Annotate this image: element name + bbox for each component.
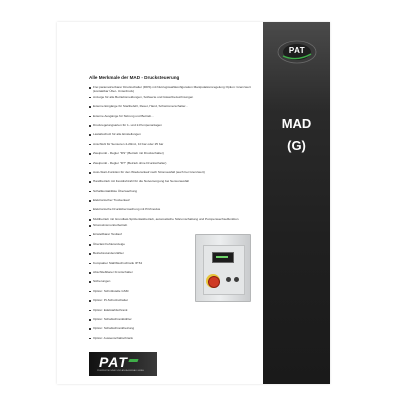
feature-item: Frei parametrierbarer Druckschalter (DDS) mit Nutzugswahlkonfiguration Manipulationsregelung Option: Grenzwert (kontaktbar Über- Unterdruck) <box>89 86 259 93</box>
product-title: MAD <box>281 116 312 131</box>
feature-item: Anschluß für Sensoren 4-20mA, 10 bar oder 25 bar <box>89 143 259 147</box>
control-cabinet-icon <box>195 234 251 302</box>
main-column <box>57 22 263 384</box>
feature-item: Option: Aussenschaltschrank <box>89 337 259 341</box>
control-button <box>234 277 239 282</box>
pat-logo-icon <box>277 40 317 64</box>
features-list <box>89 86 259 346</box>
cabinet-front-panel <box>203 245 245 295</box>
feature-item: Lastabschutz für alle Einstellungen <box>89 133 259 137</box>
brochure-page <box>57 22 330 384</box>
feature-item: Externe Eingänge für Startbefehl, Reset, Hand, Schwimmerschalter... <box>89 105 259 109</box>
feature-item: Zweipunkt - Regler "DS" (Betrieb mit Druckschalter) <box>89 152 259 156</box>
pat-footer-brand: PAT <box>99 354 128 370</box>
feature-item: Option: Schaltschrankkühler <box>89 318 259 322</box>
feature-item: Überlast Fehleranzeige <box>89 243 259 247</box>
feature-item: Elektronische Druckübermachung mit Prüfmodus <box>89 208 259 212</box>
feature-item: Option: Schaltschrankheizung <box>89 327 259 331</box>
pat-footer-tagline: PUMPENTECHNIK UND ANLAGENBAU GMBH <box>97 370 144 372</box>
feature-item: Zweipunkt - Regler "DT" (Betrieb ohne Druckschalter) <box>89 162 259 166</box>
feature-item: Druckregelungsarten für 1- und 2-Pumpenanlagen <box>89 124 259 128</box>
pat-swoosh-icon <box>128 359 138 362</box>
feature-item: Multibetrieb mit Grundlast-Spitzenlastbetrieb, automatische Störumschaltung und Pumpenwechselfunktion <box>89 218 259 222</box>
feature-item: Abschließbarer Frontschalter <box>89 271 259 275</box>
side-band <box>263 22 330 384</box>
pat-logo-text: PAT <box>288 46 306 55</box>
display-segment <box>216 256 228 258</box>
pat-footer-logo <box>89 352 157 376</box>
feature-item: Option: Schnittstelle GSM <box>89 290 259 294</box>
feature-item: Betriebsstundenzähler <box>89 252 259 256</box>
feature-item: Externe Ausgänge für Störung und Betrieb... <box>89 115 259 119</box>
led-display-icon <box>212 252 234 263</box>
feature-item: Sicherungen <box>89 280 259 284</box>
feature-item: Elektronischer Trockenlauf <box>89 199 259 203</box>
feature-item: Option: Pt-Schutzschalter <box>89 299 259 303</box>
feature-item: Auto-Start-Funktion für den Wiederanlauf nach Stromausfall (auch bei Grenzwert) <box>89 171 259 175</box>
product-subtitle: (G) <box>287 138 306 153</box>
feature-item: Handbetrieb mit Festdrehzahl für die Notversorgung bei Sensorausfall <box>89 180 259 184</box>
main-switch-icon <box>208 276 220 288</box>
feature-item: Stromwinsmonitorbetrieb <box>89 224 259 228</box>
feature-item: Anzeige für alle Betriebsmeldungen, Sollwerte und Istwertbezeichnungen <box>89 96 259 100</box>
side-band-background <box>263 22 330 384</box>
feature-item: Schaltkontaktliste Überwachung <box>89 190 259 194</box>
features-heading: Alle Merkmale der MAD - Drucksteuerung <box>89 75 180 80</box>
feature-item: Einstellbarer Testlauf <box>89 233 259 237</box>
feature-item: Kompakter Stahlblechschrank IP 54 <box>89 262 259 266</box>
feature-item: Option: Edelstahlschrank <box>89 309 259 313</box>
control-button <box>226 277 231 282</box>
